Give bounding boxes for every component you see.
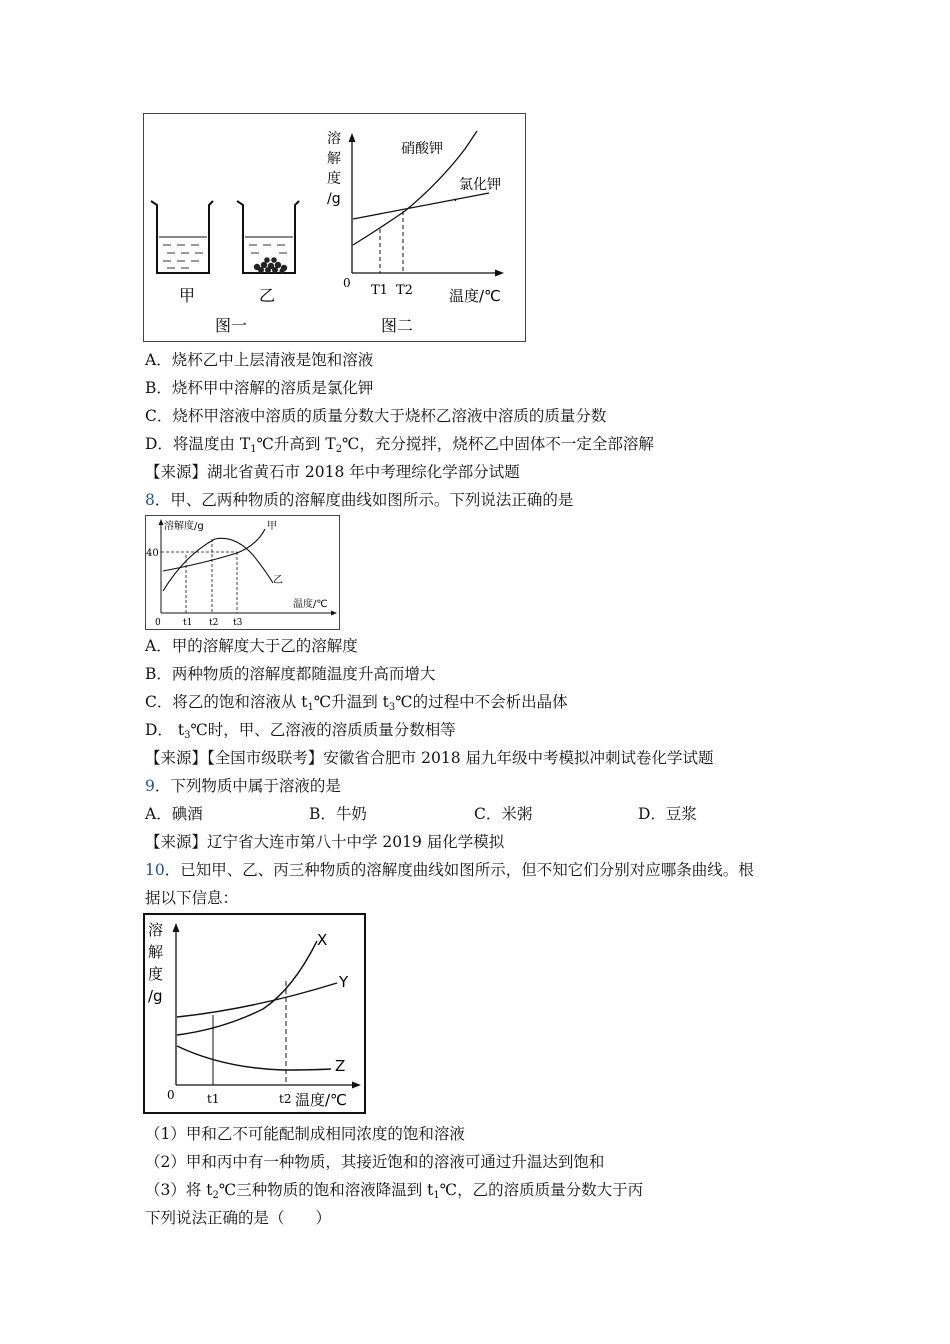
q7-y-char-1: 溶 bbox=[327, 131, 341, 147]
q8-t1: t1 bbox=[183, 618, 193, 628]
q10-question: 下列说法正确的是（ ） bbox=[145, 1209, 332, 1227]
q7-option-d-sub1: 1 bbox=[250, 444, 257, 455]
q9-number: 9 bbox=[145, 777, 155, 795]
q10-statement-3-part2: ℃三种物质的饱和溶液降温到 t bbox=[218, 1181, 434, 1199]
q10-figure bbox=[143, 913, 367, 1115]
q7-tick-t1: T1 bbox=[371, 283, 388, 298]
q7-option-c: C．烧杯甲溶液中溶质的质量分数大于烧杯乙溶液中溶质的质量分数 bbox=[145, 407, 607, 425]
q10-y-char-1: 溶 bbox=[148, 921, 164, 939]
q8-option-d bbox=[145, 720, 456, 746]
q8-y-label: 溶解度/g bbox=[164, 521, 204, 532]
q9-stem bbox=[145, 776, 341, 796]
beaker2-label: 乙 bbox=[259, 286, 276, 305]
fig1-caption: 图一 bbox=[215, 316, 248, 335]
q10-x-label: 温度/℃ bbox=[295, 1091, 347, 1109]
q8-t2: t2 bbox=[209, 618, 219, 628]
q7-y-char-3: 度 bbox=[327, 171, 341, 187]
q7-option-d bbox=[145, 434, 654, 460]
q7-option-d-part3: ℃，充分搅拌，烧杯乙中固体不一定全部溶解 bbox=[342, 435, 654, 453]
q8-t3: t3 bbox=[233, 618, 243, 628]
q9-stem-text: ．下列物质中属于溶液的是 bbox=[154, 777, 341, 795]
q8-origin: 0 bbox=[155, 618, 161, 628]
q10-origin: 0 bbox=[167, 1088, 175, 1102]
q8-x-label: 温度/℃ bbox=[293, 599, 328, 610]
q8-option-c-part1: C．将乙的饱和溶液从 t bbox=[145, 693, 308, 711]
q7-source: 【来源】湖北省黄石市 2018 年中考理综化学部分试题 bbox=[145, 463, 520, 481]
q10-statement-3-part3: ℃，乙的溶质质量分数大于丙 bbox=[439, 1181, 644, 1199]
q8-stem-text: ．甲、乙两种物质的溶解度曲线如图所示。下列说法正确的是 bbox=[154, 491, 574, 509]
q7-x-label: 温度/℃ bbox=[449, 287, 501, 305]
q8-curve-jia-label: 甲 bbox=[267, 521, 277, 532]
q8-option-d-part2: ℃时，甲、乙溶液的溶质质量分数相等 bbox=[190, 721, 456, 739]
q8-stem bbox=[145, 490, 573, 510]
q9-option-b: B．牛奶 bbox=[309, 805, 367, 823]
q7-option-a: A．烧杯乙中上层清液是饱和溶液 bbox=[145, 351, 374, 369]
q9-source: 【来源】辽宁省大连市第八十中学 2019 届化学模拟 bbox=[145, 833, 505, 851]
q10-curve-x-label: X bbox=[317, 931, 328, 949]
q8-option-c-sub1: 1 bbox=[307, 702, 314, 713]
q10-y-char-2: 解 bbox=[148, 943, 164, 961]
q7-option-d-part2: ℃升高到 T bbox=[256, 435, 336, 453]
q8-option-a: A．甲的溶解度大于乙的溶解度 bbox=[145, 637, 358, 655]
q7-origin: 0 bbox=[343, 276, 351, 290]
q8-option-d-part1: D． t bbox=[145, 721, 185, 739]
q7-figure bbox=[143, 113, 527, 343]
beaker1-label: 甲 bbox=[179, 286, 196, 305]
fig2-caption: 图二 bbox=[381, 316, 414, 335]
q8-option-c bbox=[145, 692, 568, 718]
q9-option-d: D．豆浆 bbox=[638, 805, 697, 823]
q10-curve-z-label: Z bbox=[335, 1057, 346, 1075]
q10-number: 10 bbox=[145, 861, 165, 879]
q8-figure bbox=[145, 515, 341, 631]
q9-option-c: C．米粥 bbox=[474, 805, 533, 823]
q7-y-char-2: 解 bbox=[327, 151, 341, 167]
q10-stem-line2: 据以下信息： bbox=[145, 889, 239, 907]
q10-curve-y-label: Y bbox=[339, 973, 349, 991]
q10-stem-line1 bbox=[145, 860, 754, 880]
curve-kno3-label: 硝酸钾 bbox=[401, 141, 443, 157]
q7-option-b: B．烧杯甲中溶解的溶质是氯化钾 bbox=[145, 379, 374, 397]
q7-tick-t2: T2 bbox=[396, 283, 413, 298]
q8-option-c-sub2: 3 bbox=[388, 702, 396, 713]
q10-statement-3-sub1: 2 bbox=[212, 1190, 219, 1201]
q10-y-char-3: 度 bbox=[148, 965, 164, 983]
q8-y-tick: 40 bbox=[146, 548, 159, 559]
q10-statement-2: （2）甲和丙中有一种物质，其接近饱和的溶液可通过升温达到饱和 bbox=[145, 1153, 605, 1171]
q8-option-c-part2: ℃升温到 t bbox=[313, 693, 389, 711]
q8-option-c-part3: ℃的过程中不会析出晶体 bbox=[395, 693, 568, 711]
q10-t2: t2 bbox=[279, 1092, 292, 1106]
q10-statement-3-part1: （3）将 t bbox=[145, 1181, 213, 1199]
q7-option-d-sub2: 2 bbox=[335, 444, 343, 455]
q7-y-char-4: /g bbox=[327, 191, 341, 207]
q10-statement-3-sub2: 1 bbox=[433, 1190, 440, 1201]
q10-t1: t1 bbox=[207, 1092, 220, 1106]
q10-y-char-4: /g bbox=[148, 987, 163, 1005]
q10-statement-1: （1）甲和乙不可能配制成相同浓度的饱和溶液 bbox=[145, 1125, 465, 1143]
q8-option-d-sub: 3 bbox=[184, 730, 191, 741]
q9-option-a: A．碘酒 bbox=[145, 805, 203, 823]
q8-number: 8 bbox=[145, 491, 155, 509]
q8-source: 【来源】【全国市级联考】安徽省合肥市 2018 届九年级中考模拟冲刺试卷化学试题 bbox=[145, 749, 714, 767]
q10-statement-3 bbox=[145, 1180, 643, 1206]
q10-stem-text: ．已知甲、乙、丙三种物质的溶解度曲线如图所示，但不知它们分别对应哪条曲线。根 bbox=[164, 861, 754, 879]
q8-option-b: B．两种物质的溶解度都随温度升高而增大 bbox=[145, 665, 436, 683]
q7-option-d-part1: D．将温度由 T bbox=[145, 435, 251, 453]
curve-kcl-label: 氯化钾 bbox=[459, 177, 501, 193]
q8-curve-yi-label: 乙 bbox=[273, 575, 283, 586]
